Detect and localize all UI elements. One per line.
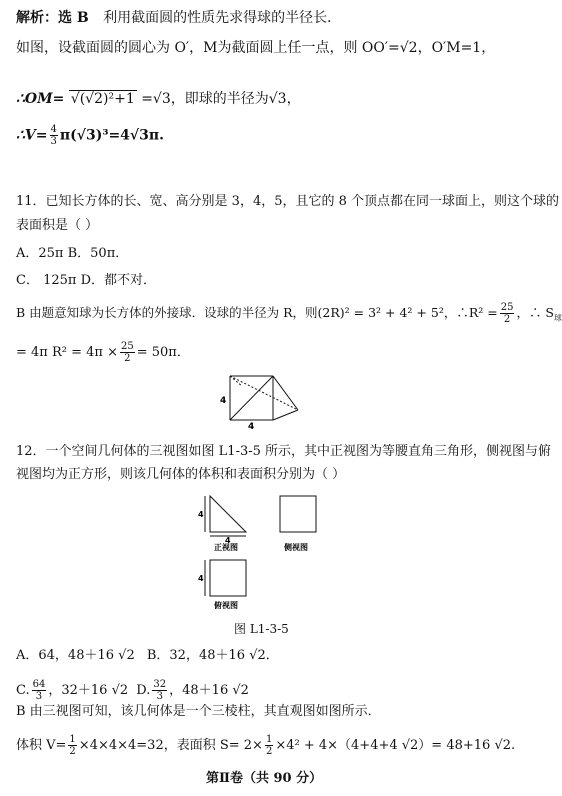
solution-10-line2: 如图，设截面圆的圆心为 O′，M为截面圆上任一点，则 OO′=√2，O′M=1， <box>16 40 496 56</box>
om-radical: √(√2)²+1 <box>70 91 135 107</box>
option-c-fraction: $\frac{64}{3}$ <box>32 679 46 702</box>
q11-answer2-text: = 4π R² = 4π × <box>16 345 118 360</box>
option-d-text: ，48＋16 <box>169 683 229 698</box>
prism-figure <box>218 370 308 430</box>
prism-height-label: 4 <box>220 396 227 406</box>
option-d-label: D. <box>136 683 151 698</box>
solution-10-line3 <box>16 91 301 107</box>
q12-options-cd <box>16 679 249 702</box>
solution-10-line4 <box>16 124 164 147</box>
option-c-text: ，32＋16 <box>48 683 108 698</box>
three-views-figure <box>198 490 328 614</box>
q12-area-label: ×4×4×4=32，表面积 S= 2× <box>78 738 263 753</box>
top-height-dim: 4 <box>198 574 204 583</box>
front-height-dim: 4 <box>198 510 204 519</box>
top-view-square <box>210 560 246 596</box>
front-width-dim: 4 <box>225 536 231 545</box>
solution-10-header <box>16 10 341 26</box>
q12-answer-1: B 由三视图可知，该几何体是一个三棱柱，其直观图如图所示． <box>16 704 381 719</box>
q11-stem-1: 11．已知长方体的长、宽、高分别是 3，4，5，且它的 8 个顶点都在同一球面上，则这个球的 <box>16 194 560 209</box>
front-view-triangle <box>210 496 246 532</box>
q12-stem-2: 视图均为正方形，则该几何体的体积和表面积分别为（ ） <box>16 467 346 482</box>
solution-label: 解析：选 B <box>16 10 89 26</box>
q11-answer-s: ，∴ S <box>516 305 554 320</box>
volume-fraction: $\frac{4}{3}$ <box>50 124 57 147</box>
q12-answer-2 <box>16 734 515 757</box>
top-view-label: 俯视图 <box>214 601 238 610</box>
q12-fraction-1: $\frac{1}{2}$ <box>69 734 76 757</box>
q11-answer-1 <box>16 302 562 327</box>
side-view-square <box>280 496 316 532</box>
front-view-label: 正视图 <box>214 543 238 552</box>
q11-answer-sub: 球 <box>553 313 562 323</box>
q12-volume-label: 体积 V= <box>16 738 67 753</box>
q11-answer-text: B 由题意知球为长方体的外接球．设球的半径为 R，则(2R)² = 3² + 4² + 5²，∴R² = <box>16 305 498 320</box>
q11-options-1: A．25π B．50π． <box>16 246 129 261</box>
prism-width-label: 4 <box>248 422 255 432</box>
q12-fraction-2: $\frac{1}{2}$ <box>265 734 273 757</box>
side-view-label: 侧视图 <box>284 543 308 552</box>
option-c-label: C. <box>16 683 30 698</box>
volume-label: ∴V= <box>16 127 48 144</box>
volume-result: π(√3)³=4√3π. <box>59 127 164 144</box>
q12-stem-1: 12．一个空间几何体的三视图如图 L1-3-5 所示，其中正视图为等腰直角三角形，侧视图与俯 <box>16 444 552 459</box>
figure-caption: 图 L1-3-5 <box>234 622 289 636</box>
q12-options-ab <box>16 648 279 664</box>
section-footer: 第Ⅱ卷（共 90 分） <box>206 771 323 786</box>
om-label: ∴OM= <box>16 91 65 107</box>
option-b-radical: √2． <box>249 648 279 663</box>
q11-answer2-result: = 50π． <box>136 345 190 360</box>
q11-fraction-1: $\frac{25}{2}$ <box>500 302 514 325</box>
om-result: =√3，即球的半径为√3， <box>141 91 301 107</box>
solution-desc: 利用截面圆的性质先求得球的半径长． <box>103 10 342 26</box>
q11-answer-2 <box>16 341 190 364</box>
option-c-radical: √2 <box>111 683 129 698</box>
q12-area-result: ×4² + 4×（4+4+4 √2）= 48+16 √2. <box>275 738 516 753</box>
q11-fraction-2: $\frac{25}{2}$ <box>120 341 134 364</box>
option-d-radical: √2 <box>232 683 249 698</box>
option-a: A．64，48＋16 <box>16 648 115 663</box>
option-d-fraction: $\frac{32}{3}$ <box>153 679 167 702</box>
option-a-radical: √2 <box>118 648 135 663</box>
q11-options-2: C． 125π D．都不对． <box>16 273 156 288</box>
option-b: B．32，48＋16 <box>146 648 246 663</box>
q11-stem-2: 表面积是（ ） <box>16 218 99 233</box>
